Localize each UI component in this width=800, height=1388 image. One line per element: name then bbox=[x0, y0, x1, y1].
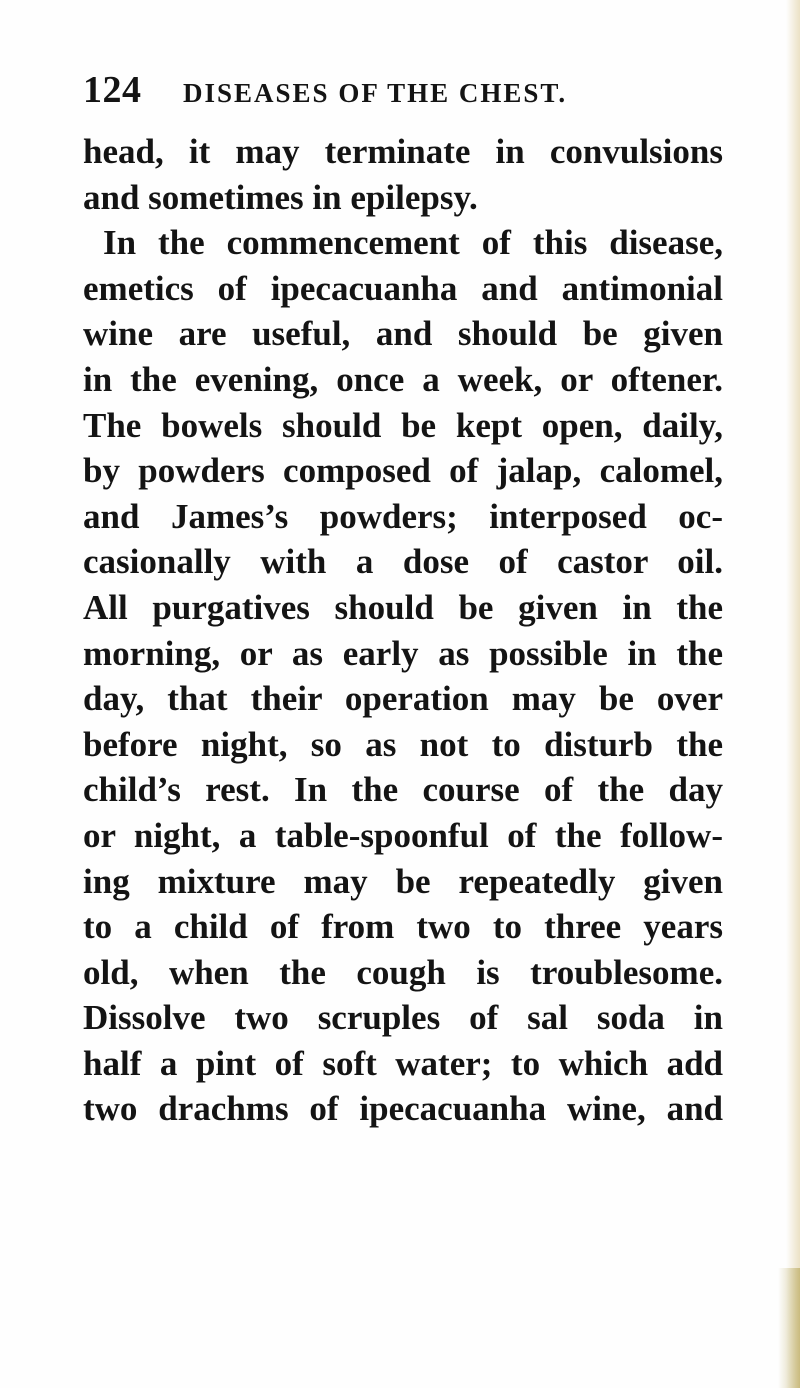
text-line: old, when the cough is troublesome. bbox=[83, 952, 723, 992]
text-line: to a child of from two to three years bbox=[83, 907, 723, 947]
text-line: The bowels should be kept open, daily, bbox=[83, 405, 723, 445]
page-header bbox=[83, 66, 723, 114]
text-line: head, it may terminate in convulsions bbox=[83, 132, 723, 171]
text-line: two drachms of ipecacuanha wine, and bbox=[83, 1089, 723, 1129]
text-line: before night, so as not to disturb the bbox=[83, 724, 723, 764]
text-line: child’s rest. In the course of the day bbox=[83, 770, 723, 810]
text-line: and sometimes in epilepsy. bbox=[83, 177, 478, 217]
page-corner-stain bbox=[778, 1268, 800, 1388]
text-line: and James’s powders; interposed oc- bbox=[83, 496, 723, 536]
text-line: emetics of ipecacuanha and antimonial bbox=[83, 268, 723, 308]
running-head: DISEASES OF THE CHEST. bbox=[183, 78, 568, 108]
body-text bbox=[83, 129, 723, 1132]
text-line: wine are useful, and should be given bbox=[83, 314, 723, 354]
page-number: 124 bbox=[83, 69, 142, 111]
page-edge-shadow bbox=[786, 0, 800, 1388]
text-line: morning, or as early as possible in the bbox=[83, 633, 723, 673]
text-line: ing mixture may be repeatedly given bbox=[83, 861, 723, 901]
text-line: day, that their operation may be over bbox=[83, 679, 723, 719]
text-line: in the evening, once a week, or oftener. bbox=[83, 359, 723, 399]
text-line: or night, a table-spoonful of the follow- bbox=[83, 815, 723, 855]
text-line: All purgatives should be given in the bbox=[83, 587, 723, 627]
text-line: by powders composed of jalap, calomel, bbox=[83, 451, 723, 491]
text-line: casionally with a dose of castor oil. bbox=[83, 542, 723, 582]
text-line: half a pint of soft water; to which add bbox=[83, 1043, 723, 1083]
text-line: In the commencement of this disease, bbox=[103, 223, 723, 263]
text-line: Dissolve two scruples of sal soda in bbox=[83, 998, 723, 1038]
